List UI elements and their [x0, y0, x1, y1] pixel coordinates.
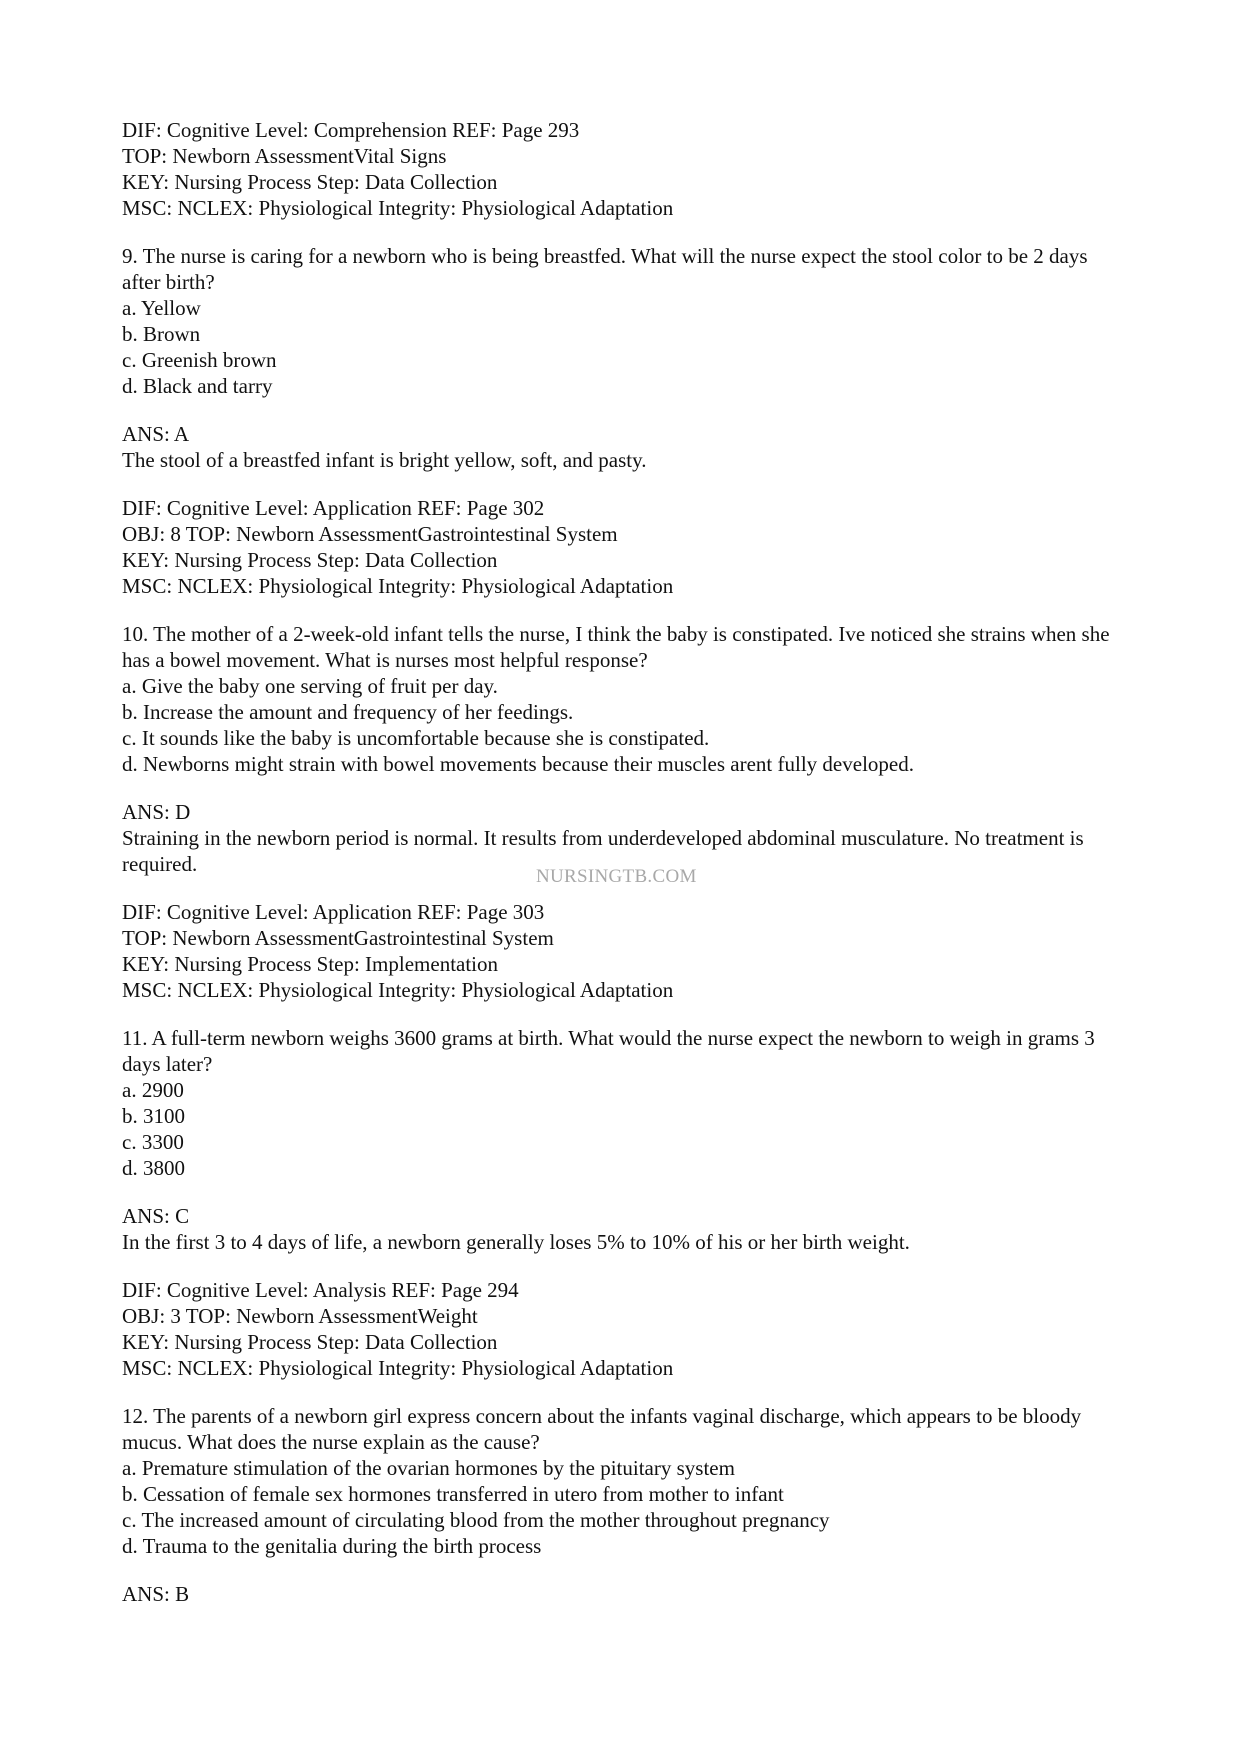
answer-option-c: c. 3300: [122, 1130, 184, 1154]
msc-line: MSC: NCLEX: Physiological Integrity: Physiological Adaptation: [122, 1356, 674, 1380]
rationale: Straining in the newborn period is normal. It results from underdeveloped abdominal musculature. No treatment is required.: [122, 826, 1084, 876]
answer-option-d: d. Trauma to the genitalia during the birth process: [122, 1534, 542, 1558]
question-10-metadata: [122, 899, 1122, 1003]
answer-option-a: a. Premature stimulation of the ovarian hormones by the pituitary system: [122, 1456, 735, 1480]
question-11-metadata: [122, 1277, 1122, 1381]
answer-option-a: a. Yellow: [122, 296, 201, 320]
key-line: KEY: Nursing Process Step: Implementation: [122, 952, 499, 976]
question-stem: 11. A full-term newborn weighs 3600 grams at birth. What would the nurse expect the newborn to weigh in grams 3 days later?: [122, 1026, 1095, 1076]
question-8-metadata: [122, 117, 1122, 221]
answer-key: ANS: D: [122, 800, 191, 824]
topic-line: TOP: Newborn AssessmentVital Signs: [122, 144, 447, 168]
answer-option-a: a. Give the baby one serving of fruit per day.: [122, 674, 498, 698]
question-9-metadata: [122, 495, 1122, 599]
answer-option-b: b. Cessation of female sex hormones transferred in utero from mother to infant: [122, 1482, 784, 1506]
watermark-text: NURSINGTB.COM: [536, 866, 697, 887]
key-line: KEY: Nursing Process Step: Data Collection: [122, 1330, 498, 1354]
answer-option-b: b. 3100: [122, 1104, 185, 1128]
difficulty-line: DIF: Cognitive Level: Application REF: Page 302: [122, 496, 545, 520]
rationale: The stool of a breastfed infant is bright yellow, soft, and pasty.: [122, 448, 647, 472]
question-stem: 9. The nurse is caring for a newborn who is being breastfed. What will the nurse expect the stool color to be 2 days after birth?: [122, 244, 1088, 294]
answer-option-b: b. Increase the amount and frequency of her feedings.: [122, 700, 574, 724]
difficulty-line: DIF: Cognitive Level: Analysis REF: Page 294: [122, 1278, 519, 1302]
answer-option-d: d. Black and tarry: [122, 374, 273, 398]
topic-line: TOP: Newborn AssessmentGastrointestinal System: [122, 926, 554, 950]
question-12: [122, 1403, 1122, 1559]
answer-option-c: c. Greenish brown: [122, 348, 277, 372]
answer-option-d: d. 3800: [122, 1156, 185, 1180]
msc-line: MSC: NCLEX: Physiological Integrity: Physiological Adaptation: [122, 574, 674, 598]
question-11-answer: [122, 1203, 1122, 1255]
msc-line: MSC: NCLEX: Physiological Integrity: Physiological Adaptation: [122, 196, 674, 220]
question-11: [122, 1025, 1122, 1181]
question-10: [122, 621, 1122, 777]
answer-key: ANS: C: [122, 1204, 190, 1228]
objective-topic-line: OBJ: 3 TOP: Newborn AssessmentWeight: [122, 1304, 478, 1328]
question-9: [122, 243, 1122, 399]
rationale: In the first 3 to 4 days of life, a newborn generally loses 5% to 10% of his or her birth weight.: [122, 1230, 910, 1254]
key-line: KEY: Nursing Process Step: Data Collection: [122, 548, 498, 572]
answer-option-a: a. 2900: [122, 1078, 184, 1102]
answer-key: ANS: B: [122, 1582, 190, 1606]
key-line: KEY: Nursing Process Step: Data Collection: [122, 170, 498, 194]
answer-option-d: d. Newborns might strain with bowel movements because their muscles arent fully developed.: [122, 752, 914, 776]
objective-topic-line: OBJ: 8 TOP: Newborn AssessmentGastrointestinal System: [122, 522, 618, 546]
answer-option-b: b. Brown: [122, 322, 201, 346]
question-stem: 10. The mother of a 2-week-old infant tells the nurse, I think the baby is constipated. Ive noticed she strains when she has a bowel movement. What is nurses most helpful response?: [122, 622, 1110, 672]
answer-option-c: c. It sounds like the baby is uncomfortable because she is constipated.: [122, 726, 710, 750]
question-stem: 12. The parents of a newborn girl express concern about the infants vaginal discharge, which appears to be bloody mucus. What does the nurse explain as the cause?: [122, 1404, 1082, 1454]
question-9-answer: [122, 421, 1122, 473]
difficulty-line: DIF: Cognitive Level: Comprehension REF: Page 293: [122, 118, 580, 142]
answer-key: ANS: A: [122, 422, 190, 446]
answer-option-c: c. The increased amount of circulating blood from the mother throughout pregnancy: [122, 1508, 830, 1532]
difficulty-line: DIF: Cognitive Level: Application REF: Page 303: [122, 900, 545, 924]
question-12-answer: [122, 1581, 1122, 1607]
msc-line: MSC: NCLEX: Physiological Integrity: Physiological Adaptation: [122, 978, 674, 1002]
